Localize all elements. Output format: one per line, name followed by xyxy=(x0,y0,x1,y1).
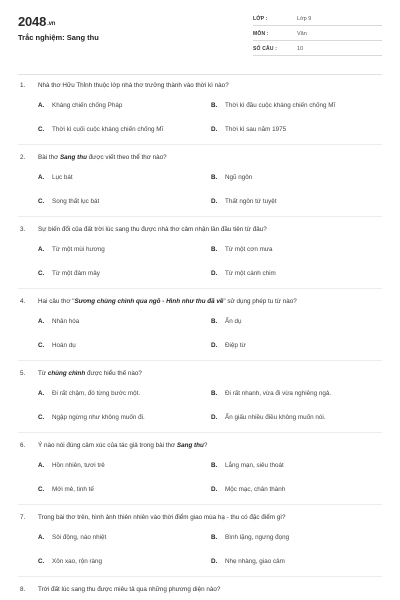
option-a[interactable] xyxy=(38,462,105,469)
option-b[interactable] xyxy=(211,318,241,325)
option-key: D. xyxy=(211,486,218,493)
question-divider xyxy=(18,360,382,361)
option-text: Từ một đám mây xyxy=(52,270,100,277)
option-key: C. xyxy=(38,414,45,421)
question-number: 5. xyxy=(20,370,26,377)
option-text: Từ một cánh chim xyxy=(225,270,276,277)
question-8 xyxy=(18,586,382,600)
question-fragment: ? xyxy=(203,442,208,449)
option-key: A. xyxy=(38,462,45,469)
question-emphasis: Sang thu xyxy=(59,154,87,161)
site-logo[interactable]: 2048.vn xyxy=(18,14,56,29)
question-divider xyxy=(18,144,382,145)
option-key: B. xyxy=(211,174,218,181)
option-key: A. xyxy=(38,102,45,109)
option-key: D. xyxy=(211,414,218,421)
option-text: Xôn xao, rộn ràng xyxy=(52,558,103,565)
meta-value: Lớp 9 xyxy=(297,16,312,22)
question-divider xyxy=(18,576,382,577)
question-emphasis: chùng chình xyxy=(47,370,86,377)
option-text: Nhẹ nhàng, giao cảm xyxy=(225,558,285,565)
option-c[interactable] xyxy=(38,342,76,349)
option-text: Đi rất nhanh, vừa đi vừa nghiêng ngả. xyxy=(225,390,332,397)
question-number: 3. xyxy=(20,226,26,233)
meta-row-count xyxy=(253,44,382,56)
option-key: B. xyxy=(211,318,218,325)
option-d[interactable] xyxy=(211,414,325,421)
option-c[interactable] xyxy=(38,270,100,277)
option-text: Sôi động, náo nhiệt xyxy=(52,534,107,541)
meta-label: LỚP : xyxy=(253,16,268,22)
question-text xyxy=(20,154,167,161)
option-text: Song thất lục bát xyxy=(52,198,100,205)
option-c[interactable] xyxy=(38,414,145,421)
option-c[interactable] xyxy=(38,558,102,565)
option-key: A. xyxy=(38,390,45,397)
option-a[interactable] xyxy=(38,174,73,181)
option-key: D. xyxy=(211,198,218,205)
question-text xyxy=(20,82,229,89)
option-key: A. xyxy=(38,318,45,325)
option-key: B. xyxy=(211,462,218,469)
question-number: 7. xyxy=(20,514,26,521)
question-fragment: được hiểu thế nào? xyxy=(85,370,142,377)
option-text: Lục bát xyxy=(52,174,73,181)
question-fragment: Sự biến đổi của đất trời lúc sang thu được nhà thơ cảm nhận lần đầu tiên từ đâu? xyxy=(38,226,267,233)
option-key: C. xyxy=(38,270,45,277)
question-divider xyxy=(18,216,382,217)
meta-row-class xyxy=(253,14,382,26)
option-text: Ẩn dụ xyxy=(225,318,242,325)
option-c[interactable] xyxy=(38,198,99,205)
option-key: B. xyxy=(211,246,218,253)
option-key: A. xyxy=(38,534,45,541)
question-text xyxy=(20,298,297,305)
question-number: 2. xyxy=(20,154,26,161)
option-key: D. xyxy=(211,126,218,133)
option-d[interactable] xyxy=(211,270,276,277)
question-divider xyxy=(18,288,382,289)
option-b[interactable] xyxy=(211,390,331,397)
question-number: 1. xyxy=(20,82,26,89)
option-b[interactable] xyxy=(211,246,273,253)
option-c[interactable] xyxy=(38,126,163,133)
meta-row-subject xyxy=(253,29,382,41)
option-key: C. xyxy=(38,558,45,565)
option-a[interactable] xyxy=(38,534,106,541)
option-a[interactable] xyxy=(38,102,122,109)
question-number: 6. xyxy=(20,442,26,449)
meta-value: Văn xyxy=(297,31,307,37)
option-text: Ẩn giấu nhiều điều không muốn nói. xyxy=(225,414,326,421)
option-key: D. xyxy=(211,342,218,349)
option-d[interactable] xyxy=(211,198,276,205)
question-fragment: Nhà thơ Hữu Thỉnh thuộc lớp nhà thơ trưởng thành vào thời kì nào? xyxy=(38,82,229,89)
option-text: Hoán dụ xyxy=(52,342,76,349)
option-text: Hồn nhiên, tươi trẻ xyxy=(52,462,105,469)
question-6 xyxy=(18,442,382,514)
header-divider xyxy=(18,74,382,75)
question-fragment: Trong bài thơ trên, hình ảnh thiên nhiên vào thời điểm giao mùa hạ - thu có đặc điểm gì? xyxy=(38,514,286,521)
meta-label: MÔN : xyxy=(253,31,269,37)
option-text: Bình lặng, ngưng đọng xyxy=(225,534,290,541)
option-key: B. xyxy=(211,390,218,397)
option-text: Từ một cơn mưa xyxy=(225,246,273,253)
option-d[interactable] xyxy=(211,558,285,565)
meta-value: 10 xyxy=(297,46,304,52)
option-key: A. xyxy=(38,246,45,253)
question-divider xyxy=(18,504,382,505)
question-fragment: được viết theo thể thơ nào? xyxy=(86,154,167,161)
question-fragment: Ý nào nói đúng cảm xúc của tác giả trong bài thơ xyxy=(38,442,177,449)
option-text: Thời kì cuối cuộc kháng chiến chống Mĩ xyxy=(52,126,164,133)
option-a[interactable] xyxy=(38,390,140,397)
question-number: 8. xyxy=(20,586,26,593)
question-1 xyxy=(18,82,382,154)
question-fragment: Hai câu thơ " xyxy=(38,298,75,305)
option-key: C. xyxy=(38,198,45,205)
option-text: Nhân hóa xyxy=(52,318,80,325)
option-key: D. xyxy=(211,270,218,277)
option-d[interactable] xyxy=(211,126,286,133)
quiz-header xyxy=(18,14,382,74)
option-text: Thời kì đầu cuộc kháng chiến chống Mĩ xyxy=(225,102,336,109)
question-fragment: Bài thơ xyxy=(38,154,60,161)
question-number: 4. xyxy=(20,298,26,305)
option-text: Đi rất chậm, đó từng bước một. xyxy=(52,390,141,397)
meta-label: SỐ CÂU : xyxy=(253,46,278,52)
option-a[interactable] xyxy=(38,246,105,253)
option-text: Kháng chiến chống Pháp xyxy=(52,102,123,109)
option-b[interactable] xyxy=(211,534,289,541)
question-3 xyxy=(18,226,382,298)
option-key: C. xyxy=(38,486,45,493)
option-text: Điệp từ xyxy=(225,342,246,349)
option-key: C. xyxy=(38,126,45,133)
option-b[interactable] xyxy=(211,462,284,469)
question-text xyxy=(20,514,285,521)
question-2 xyxy=(18,154,382,226)
question-emphasis: Sương chùng chình qua ngõ - Hình như thu đã về xyxy=(74,298,224,305)
question-4 xyxy=(18,298,382,370)
option-text: Thất ngôn tứ tuyệt xyxy=(225,198,277,205)
quiz-title: Trắc nghiệm: Sang thu xyxy=(18,33,99,42)
question-text xyxy=(20,370,142,377)
question-fragment: Từ xyxy=(38,370,48,377)
option-key: B. xyxy=(211,534,218,541)
option-key: B. xyxy=(211,102,218,109)
option-b[interactable] xyxy=(211,102,335,109)
option-d[interactable] xyxy=(211,342,246,349)
option-key: D. xyxy=(211,558,218,565)
option-text: Mới mẻ, tinh tế xyxy=(52,486,94,493)
question-fragment: Trời đất lúc sang thu được miêu tả qua những phương diện nào? xyxy=(38,586,221,593)
option-text: Ngũ ngôn xyxy=(225,174,253,181)
option-c[interactable] xyxy=(38,486,94,493)
option-d[interactable] xyxy=(211,486,285,493)
question-fragment: " sử dụng phép tu từ nào? xyxy=(223,298,297,305)
option-b[interactable] xyxy=(211,174,252,181)
option-text: Mộc mạc, chân thành xyxy=(225,486,286,493)
question-text xyxy=(20,442,207,449)
question-7 xyxy=(18,514,382,586)
question-emphasis: Sang thu xyxy=(176,442,204,449)
quiz-meta xyxy=(253,14,382,59)
option-text: Ngập ngừng như không muốn đi. xyxy=(52,414,145,421)
question-divider xyxy=(18,432,382,433)
option-text: Thời kì sau năm 1975 xyxy=(225,126,287,133)
question-list xyxy=(18,82,382,600)
option-key: A. xyxy=(38,174,45,181)
question-5 xyxy=(18,370,382,442)
option-text: Từ một mùi hương xyxy=(52,246,105,253)
option-a[interactable] xyxy=(38,318,79,325)
question-text xyxy=(20,586,220,593)
option-key: C. xyxy=(38,342,45,349)
option-text: Lắng mạn, siêu thoát xyxy=(225,462,284,469)
question-text xyxy=(20,226,267,233)
